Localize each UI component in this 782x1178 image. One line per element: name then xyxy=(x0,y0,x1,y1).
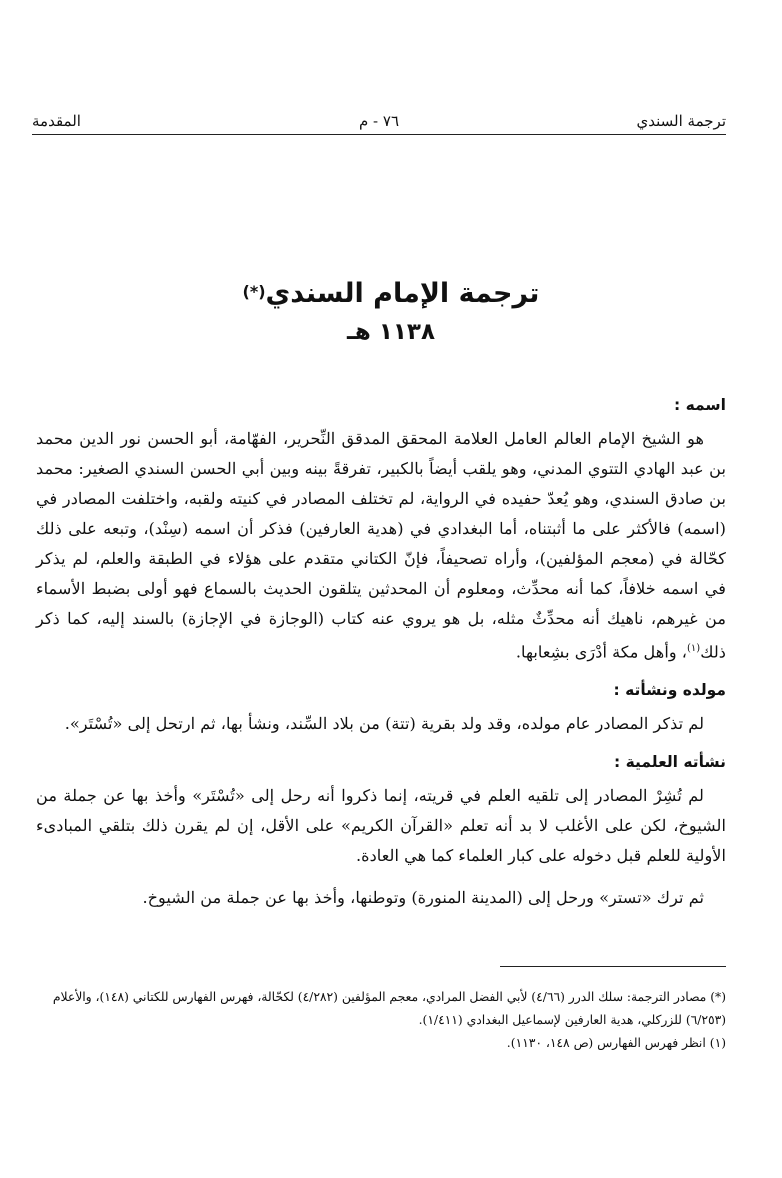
footnote-marker: (١) xyxy=(709,1036,726,1050)
chapter-title xyxy=(0,276,782,312)
footnote-marker: (*) xyxy=(710,990,726,1004)
paragraph-name-tail: ، وأهل مكة أدْرَى بشِعابها. xyxy=(515,642,688,662)
section-heading-birth: مولده ونشأته : xyxy=(613,681,726,700)
page-number: ٧٦ - م xyxy=(358,112,400,130)
paragraph-name-text: هو الشيخ الإمام العالم العامل العلامة المحقق المدقق النِّحرير، الفهّامة، أبو الحسن نور الدين محمد بن عبد الهادي التتوي المدني، وهو يلقب أيضاً بالكبير، تفرقةً بينه وبين أبي الحسن السندي الصغير: محمد بن صادق السندي، وهو يُعدّ حفيده في الرواية، لم تختلف المصادر في كنيته ولقبه، واختلفت المصادر في (اسمه) فالأكثر على ما أثبتناه، أما البغدادي في (هدية العارفين) فذكر أن اسمه (سِنْد)، وتبعه على ذلك كحّالة في (معجم المؤلفين)، وأراه تصحيفاً، فإنّ الكتاني متقدم على هؤلاء في الطبقة والعلم، لم يذكر في اسمه خلافاً، كما أنه محدِّث، ومعلوم أن المحدثين يتلقون الحديث بالسماع فهو أولى بضبط الأسماء من غيرهم، ناهيك أنه محدِّثٌ مثله، بل هو يروي عنه كتاب (الوجازة في الإجازة) بالسند إليه، كما ذكر ذلك xyxy=(36,429,726,662)
footnote-separator xyxy=(500,966,726,967)
paragraph-education: لم تُشِرْ المصادر إلى تلقيه العلم في قريته، إنما ذكروا أنه رحل إلى «تُسْتَر» وأخذ بها عن جملة من الشيوخ، لكن على الأغلب لا بد أنه تعلم «القرآن الكريم» على الأقل، إن لم يقرن ذلك بتلقي المبادىء الأولية للعلم قبل دخوله على كبار العلماء كما هي العادة. xyxy=(36,786,726,866)
footnote-text: انظر فهرس الفهارس (ص ١٤٨، ١١٣٠). xyxy=(506,1036,706,1050)
title-footnote-marker: (*) xyxy=(242,282,266,301)
footnote-sources xyxy=(36,986,726,1032)
header-book-part: المقدمة xyxy=(32,112,81,130)
footnote-one xyxy=(36,1032,726,1055)
running-header xyxy=(32,107,726,135)
paragraph-birth: لم تذكر المصادر عام مولده، وقد ولد بقرية (تتة) من بلاد السِّند، ونشأ بها، ثم ارتحل إلى «تُسْتَر». xyxy=(64,714,704,734)
footnote-reference: (١) xyxy=(687,643,701,654)
header-section-title: ترجمة السندي xyxy=(636,112,726,130)
paragraph-name xyxy=(36,424,726,667)
chapter-title-block xyxy=(0,276,782,350)
death-year: ١١٣٨ هـ xyxy=(347,319,435,345)
chapter-title-text: ترجمة الإمام السندي xyxy=(265,278,540,309)
paragraph-medina: ثم ترك «تستر» ورحل إلى (المدينة المنورة) وتوطنها، وأخذ بها عن جملة من الشيوخ. xyxy=(142,888,704,908)
header-rule xyxy=(32,134,726,135)
section-heading-education: نشأته العلمية : xyxy=(614,753,726,772)
footnotes xyxy=(36,986,726,1055)
section-heading-name: اسمه : xyxy=(674,396,726,414)
footnote-text: مصادر الترجمة: سلك الدرر (٤/٦٦) لأبي الفضل المرادي، معجم المؤلفين (٤/٢٨٢) لكحّالة، فهرس الفهارس للكتاني (١٤٨)، والأعلام (٦/٢٥٣) للزركلي، هدية العارفين لإسماعيل البغدادي (١/٤١١). xyxy=(52,990,726,1027)
main-text xyxy=(36,392,726,913)
